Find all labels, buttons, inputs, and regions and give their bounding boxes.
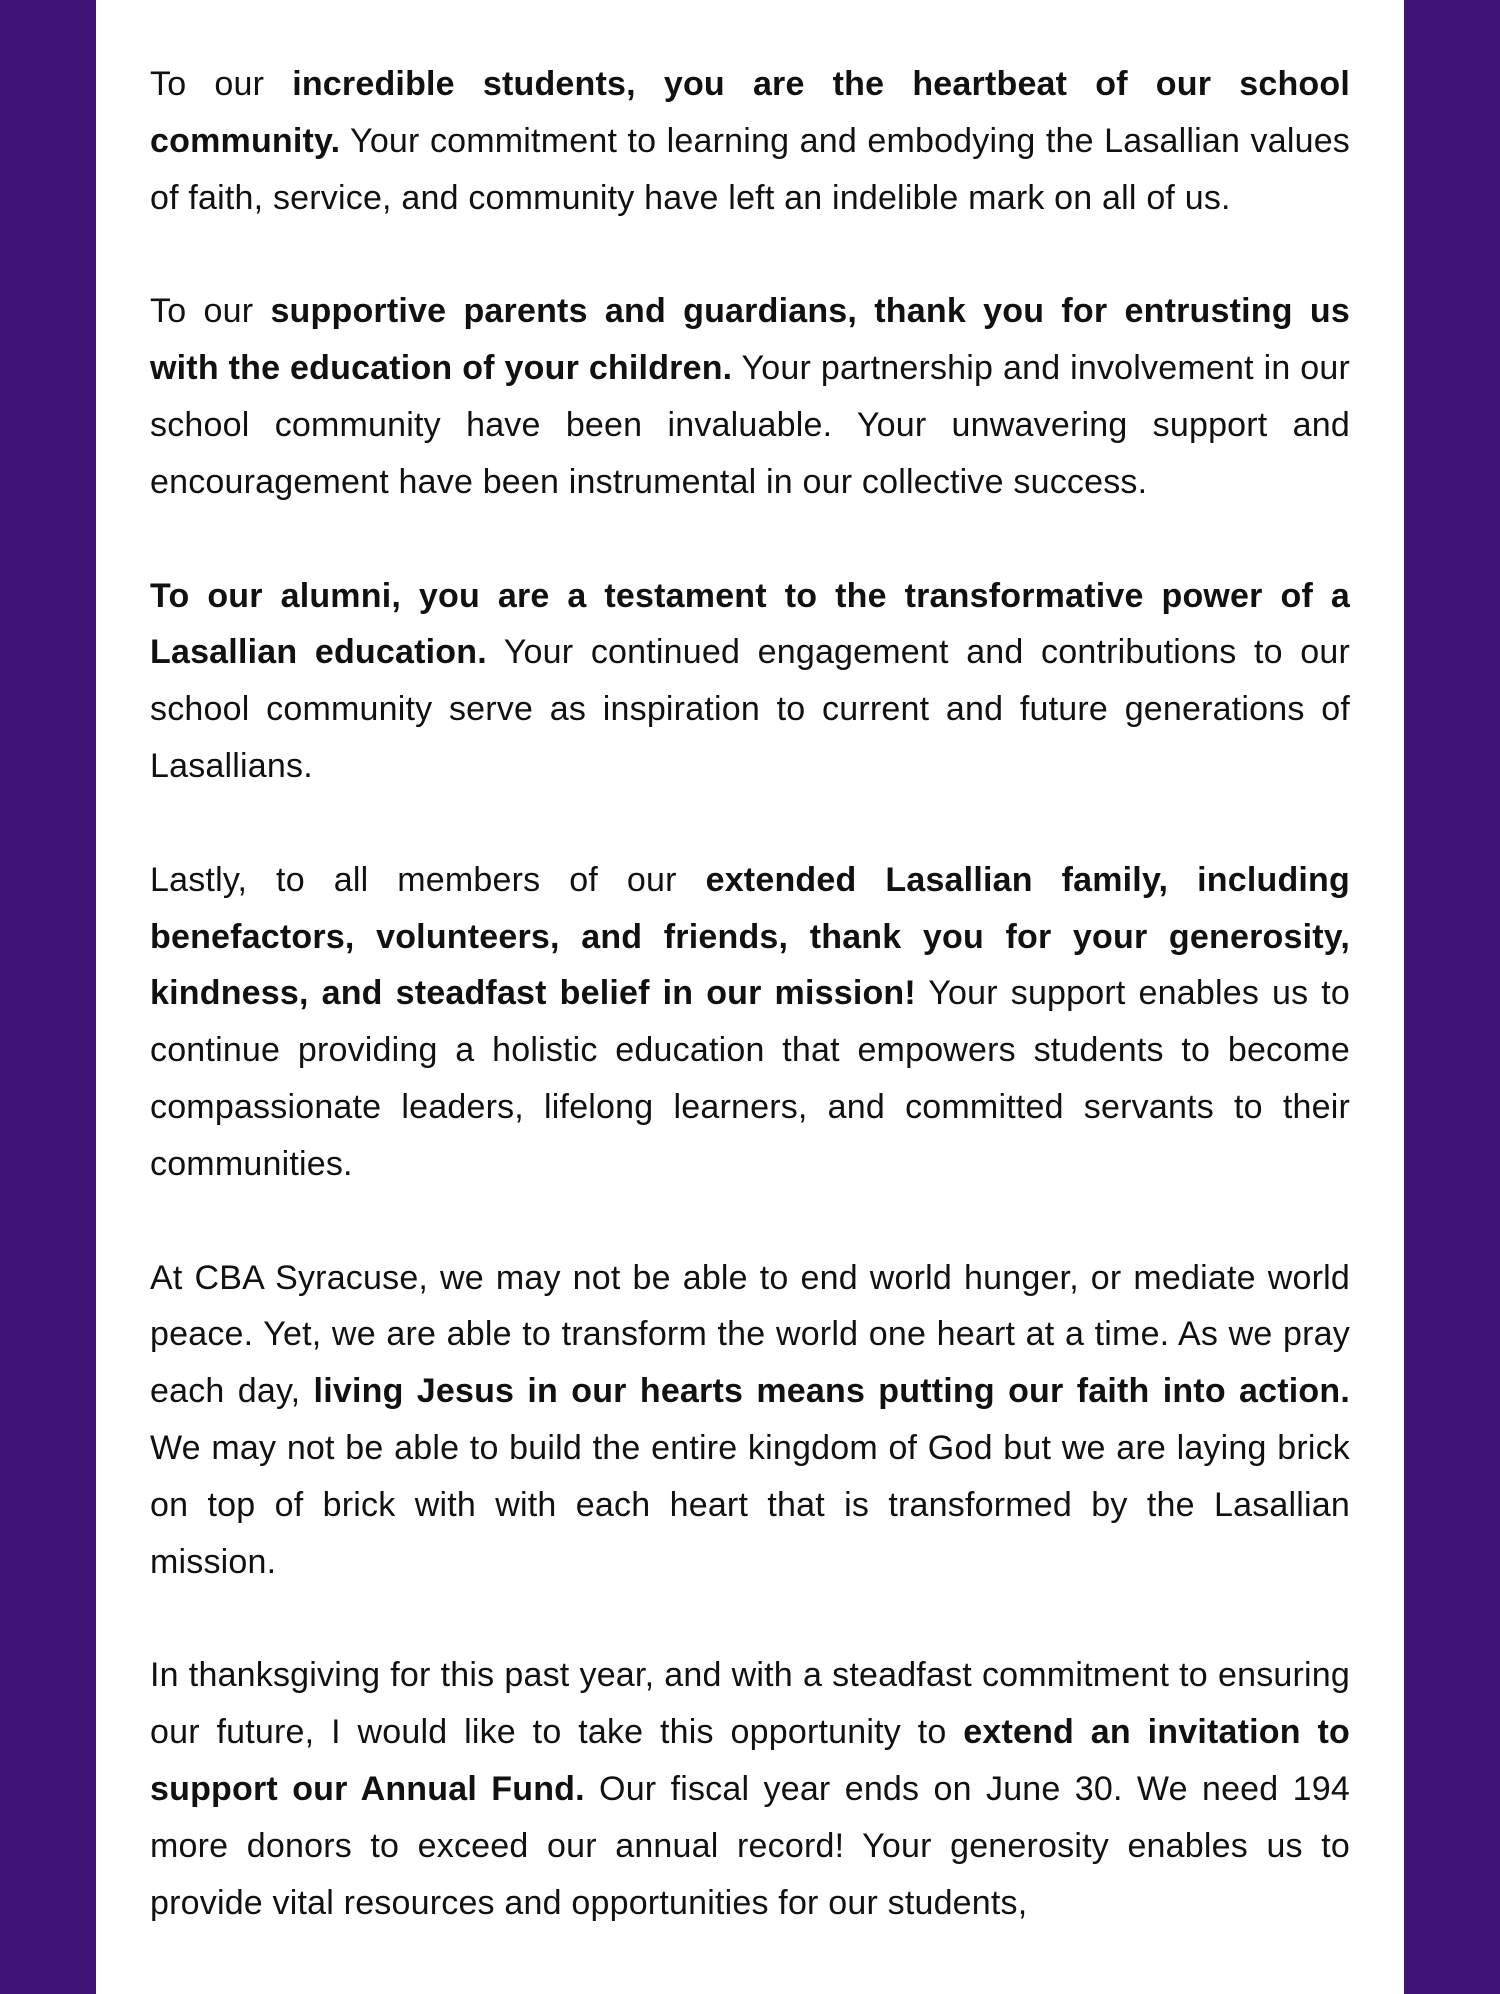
bold-highlight: living Jesus in our hearts means putting our faith into action. — [313, 1372, 1350, 1411]
letter-page — [96, 0, 1404, 1994]
paragraph-text: To our — [150, 65, 293, 103]
paragraph-annual-fund — [150, 1647, 1350, 1931]
paragraph-students — [150, 56, 1350, 226]
paragraph-text: Lastly, to all members of our — [150, 860, 706, 899]
bold-highlight: supportive parents and guardians, thank you for entrusting us with the education of your children. — [150, 292, 1350, 388]
paragraph-text: We may not be able to build the entire kingdom of God but we are laying brick on top of brick with with each heart that is transformed by the Lasallian mission. — [150, 1428, 1350, 1581]
paragraph-mission — [150, 1250, 1350, 1591]
paragraph-text: Your commitment to learning and embodying the Lasallian values of faith, service, and community have left an indelible mark on all of us. — [150, 121, 1350, 217]
paragraph-alumni — [150, 568, 1350, 795]
bold-highlight: To our alumni, you are a testament to the transformative power of a Lasallian education. — [150, 576, 1350, 672]
paragraph-family — [150, 852, 1350, 1193]
bold-highlight: extend an invitation to support our Annual Fund. — [150, 1713, 1351, 1808]
paragraph-text: At CBA Syracuse, we may not be able to end world hunger, or mediate world peace. Yet, we are able to transform the world one heart at a time. As we pray each day, — [150, 1258, 1350, 1411]
bold-highlight: incredible students, you are the heartbeat of our school community. — [150, 65, 1350, 160]
bold-highlight: extended Lasallian family, including benefactors, volunteers, and friends, thank you for your generosity, kindness, and steadfast belief in our mission! — [150, 860, 1350, 1013]
paragraph-text: In thanksgiving for this past year, and with a steadfast commitment to ensuring our future, I would like to take this opportunity to — [150, 1656, 1350, 1752]
paragraph-text: Your support enables us to continue providing a holistic education that empowers students to become compassionate leaders, lifelong learners, and committed servants to their communities. — [150, 974, 1351, 1183]
paragraph-text: Your continued engagement and contributions to our school community serve as inspiration to current and future generations of Lasallians. — [150, 633, 1351, 785]
paragraph-text: Your partnership and involvement in our school community have been invaluable. Your unwavering support and encouragement have been instrumental in our collective success. — [150, 349, 1350, 501]
paragraph-parents — [150, 283, 1350, 510]
paragraph-text: To our — [150, 292, 271, 331]
paragraph-text: Our fiscal year ends on June 30. We need 194 more donors to exceed our annual record! Your generosity enables us to provide vital resources and opportunities for our students, — [150, 1769, 1350, 1922]
